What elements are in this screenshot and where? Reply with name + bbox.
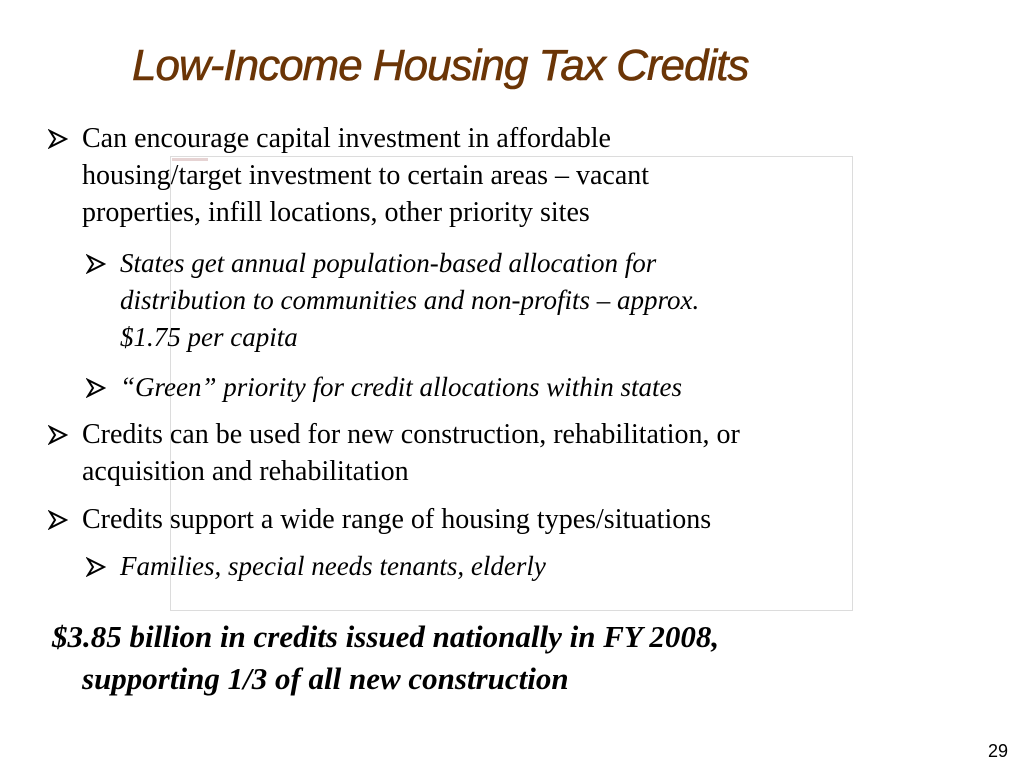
arrow-bullet-icon [48, 416, 74, 453]
bullet-line: properties, infill locations, other priority sites [82, 197, 590, 228]
sub-bullet-item [86, 369, 682, 406]
summary-statement [52, 616, 719, 700]
sub-bullet-line: “Green” priority for credit allocations within states [120, 372, 683, 402]
sub-bullet-line: distribution to communities and non-profits – approx. [120, 285, 700, 315]
page-number: 29 [988, 741, 1009, 761]
sub-bullet-line: States get annual population-based allocation for [120, 248, 657, 278]
sub-bullet-item [86, 548, 546, 585]
slide-title: Low-Income Housing Tax Credits [132, 41, 749, 90]
sub-bullet-line: $1.75 per capita [120, 322, 298, 352]
bullet-item [48, 416, 740, 490]
arrow-bullet-icon [86, 548, 112, 585]
bullet-line: housing/target investment to certain areas – vacant [82, 160, 650, 191]
bullet-line: acquisition and rehabilitation [82, 456, 409, 487]
summary-line: supporting 1/3 of all new construction [82, 661, 569, 696]
arrow-bullet-icon [48, 501, 74, 538]
summary-line: $3.85 billion in credits issued nationally in FY 2008, [52, 619, 720, 654]
bullet-line: Credits support a wide range of housing types/situations [82, 504, 712, 535]
arrow-bullet-icon [86, 369, 112, 406]
bullet-item [48, 120, 649, 231]
sub-bullet-item [86, 245, 699, 356]
bullet-line: Can encourage capital investment in affordable [82, 123, 611, 154]
bullet-item [48, 501, 711, 538]
sub-bullet-line: Families, special needs tenants, elderly [120, 551, 546, 581]
arrow-bullet-icon [86, 245, 112, 282]
arrow-bullet-icon [48, 120, 74, 157]
bullet-line: Credits can be used for new construction, rehabilitation, or [82, 419, 740, 450]
